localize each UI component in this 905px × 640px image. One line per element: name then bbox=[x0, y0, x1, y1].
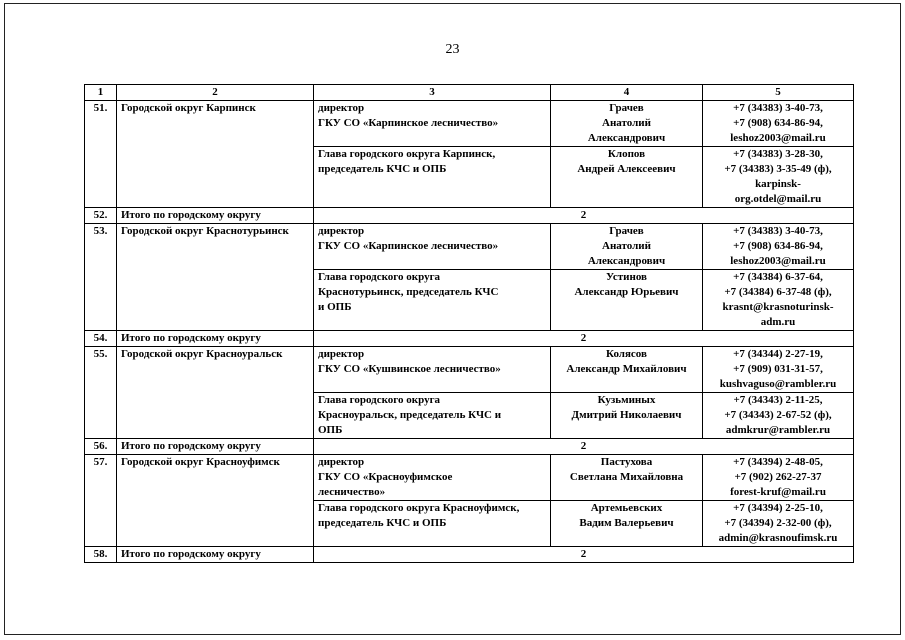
total-row bbox=[85, 208, 854, 224]
position-cell: Глава городского округа Красноуральск, председатель КЧС и ОПБ bbox=[314, 393, 551, 439]
row-number: 54. bbox=[85, 331, 117, 347]
contacts-cell: +7 (34383) 3-40-73, +7 (908) 634-86-94, leshoz2003@mail.ru bbox=[703, 101, 854, 147]
contacts-cell: +7 (34383) 3-28-30, +7 (34383) 3-35-49 (ф), karpinsk- org.otdel@mail.ru bbox=[703, 147, 854, 208]
column-header: 5 bbox=[703, 85, 854, 101]
total-label: Итого по городскому округу bbox=[117, 208, 314, 224]
position-cell: директор ГКУ СО «Карпинское лесничество» bbox=[314, 224, 551, 270]
person-name-cell: Клопов Андрей Алексеевич bbox=[551, 147, 703, 208]
person-name-cell: Устинов Александр Юрьевич bbox=[551, 270, 703, 331]
table-row bbox=[85, 101, 854, 147]
total-row bbox=[85, 439, 854, 455]
contacts-cell: +7 (34384) 6-37-64, +7 (34384) 6-37-48 (ф), krasnt@krasnoturinsk- adm.ru bbox=[703, 270, 854, 331]
column-header: 4 bbox=[551, 85, 703, 101]
person-name-cell: Артемьевских Вадим Валерьевич bbox=[551, 501, 703, 547]
total-row bbox=[85, 547, 854, 563]
contacts-cell: +7 (34343) 2-11-25, +7 (34343) 2-67-52 (ф), admkrur@rambler.ru bbox=[703, 393, 854, 439]
person-name-cell: Грачев Анатолий Александрович bbox=[551, 224, 703, 270]
position-cell: Глава городского округа Карпинск, председатель КЧС и ОПБ bbox=[314, 147, 551, 208]
position-cell: Глава городского округа Краснотурьинск, председатель КЧС и ОПБ bbox=[314, 270, 551, 331]
row-number: 52. bbox=[85, 208, 117, 224]
column-header: 2 bbox=[117, 85, 314, 101]
total-value: 2 bbox=[314, 547, 854, 563]
contacts-cell: +7 (34394) 2-48-05, +7 (902) 262-27-37 forest-kruf@mail.ru bbox=[703, 455, 854, 501]
contacts-cell: +7 (34383) 3-40-73, +7 (908) 634-86-94, leshoz2003@mail.ru bbox=[703, 224, 854, 270]
table-row bbox=[85, 455, 854, 501]
contacts-cell: +7 (34394) 2-25-10, +7 (34394) 2-32-00 (ф), admin@krasnoufimsk.ru bbox=[703, 501, 854, 547]
person-name-cell: Грачев Анатолий Александрович bbox=[551, 101, 703, 147]
document-page bbox=[4, 3, 901, 635]
total-row bbox=[85, 331, 854, 347]
table-body bbox=[85, 101, 854, 563]
position-cell: директор ГКУ СО «Кушвинское лесничество» bbox=[314, 347, 551, 393]
person-name-cell: Пастухова Светлана Михайловна bbox=[551, 455, 703, 501]
row-number: 51. bbox=[85, 101, 117, 208]
row-number: 55. bbox=[85, 347, 117, 439]
contacts-table bbox=[84, 84, 854, 563]
table-row bbox=[85, 224, 854, 270]
row-number: 53. bbox=[85, 224, 117, 331]
total-label: Итого по городскому округу bbox=[117, 547, 314, 563]
table-header-row bbox=[85, 85, 854, 101]
district-name: Городской округ Красноуфимск bbox=[117, 455, 314, 547]
position-cell: директор ГКУ СО «Красноуфимское лесничество» bbox=[314, 455, 551, 501]
row-number: 58. bbox=[85, 547, 117, 563]
position-cell: Глава городского округа Красноуфимск, председатель КЧС и ОПБ bbox=[314, 501, 551, 547]
page-number: 23 bbox=[445, 42, 460, 57]
table-row bbox=[85, 347, 854, 393]
row-number: 57. bbox=[85, 455, 117, 547]
district-name: Городской округ Красноуральск bbox=[117, 347, 314, 439]
total-value: 2 bbox=[314, 208, 854, 224]
district-name: Городской округ Карпинск bbox=[117, 101, 314, 208]
district-name: Городской округ Краснотурьинск bbox=[117, 224, 314, 331]
position-cell: директор ГКУ СО «Карпинское лесничество» bbox=[314, 101, 551, 147]
total-label: Итого по городскому округу bbox=[117, 439, 314, 455]
row-number: 56. bbox=[85, 439, 117, 455]
total-value: 2 bbox=[314, 439, 854, 455]
total-label: Итого по городскому округу bbox=[117, 331, 314, 347]
column-header: 3 bbox=[314, 85, 551, 101]
person-name-cell: Колясов Александр Михайлович bbox=[551, 347, 703, 393]
person-name-cell: Кузьминых Дмитрий Николаевич bbox=[551, 393, 703, 439]
column-header: 1 bbox=[85, 85, 117, 101]
contacts-cell: +7 (34344) 2-27-19, +7 (909) 031-31-57, kushvaguso@rambler.ru bbox=[703, 347, 854, 393]
total-value: 2 bbox=[314, 331, 854, 347]
